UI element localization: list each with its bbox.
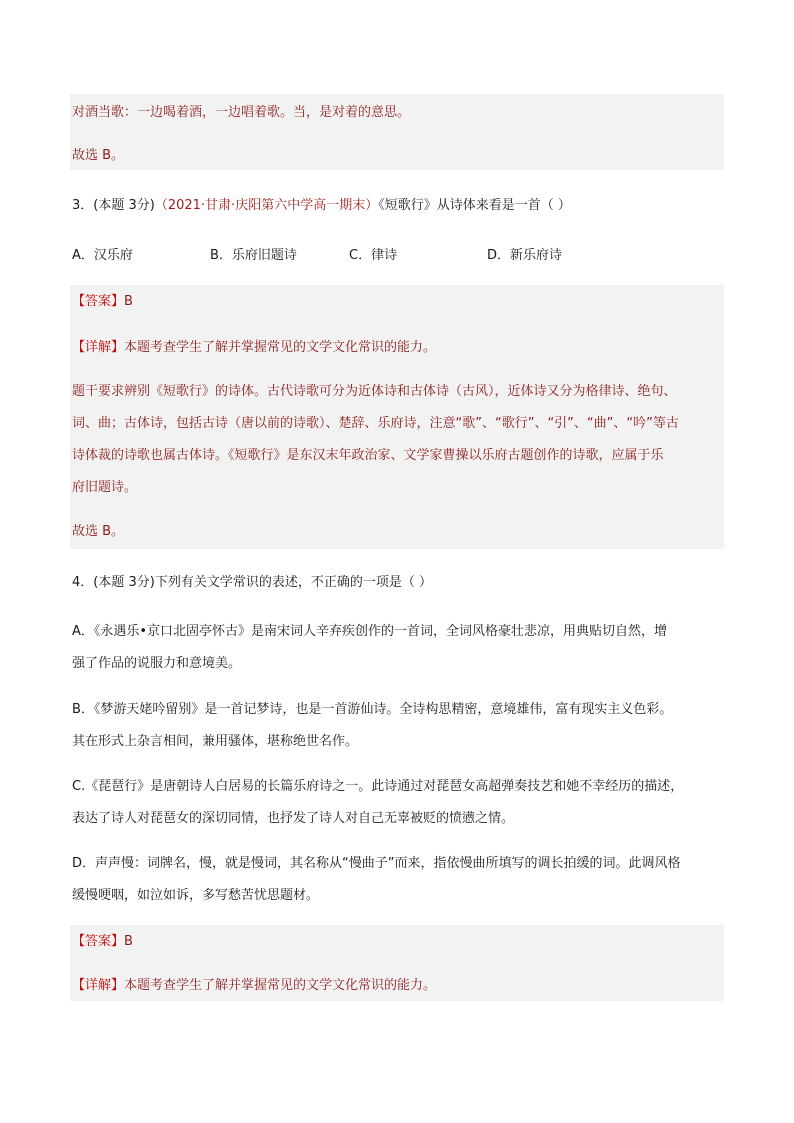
q3-option-a: A．汉乐府 [72, 248, 133, 263]
q3-detail-intro: 本题考查学生了解并掌握常见的文学文化常识的能力。 [124, 340, 437, 355]
question-3-stem [72, 196, 571, 216]
q4-answer-line [72, 932, 133, 952]
prev-conclusion: 故选 B。 [72, 148, 125, 163]
q4-option-c-line: C.《琵琶行》是唐朝诗人白居易的长篇乐府诗之一。此诗通过对琵琶女高超弹奏技艺和她不幸经历的描述， [72, 779, 684, 794]
q4-detail-line [72, 976, 436, 996]
q3-analysis-line: 府旧题诗。 [72, 480, 138, 495]
q4-answer-value: B [124, 934, 133, 949]
question-4-stem: 4．(本题 3分)下列有关文学常识的表述，不正确的一项是（ ） [72, 575, 432, 590]
q4-option-b-line: 其在形式上杂言相间，兼用骚体，堪称绝世名作。 [72, 734, 359, 749]
q4-option-a-line: 强了作品的说服力和意境美。 [72, 656, 242, 671]
question-3-score: (本题 3分) [93, 198, 155, 213]
answer-tag: 【答案】 [72, 934, 125, 949]
q3-option-d: D．新乐府诗 [487, 248, 563, 263]
answer-tag: 【答案】 [72, 294, 125, 309]
q3-analysis-line: 诗体裁的诗歌也属古体诗。《短歌行》是东汉末年政治家、文学家曹操以乐府古题创作的诗歌，应属于乐 [72, 448, 664, 463]
question-3-number: 3． [72, 198, 94, 213]
question-3-source: （2021·甘肃·庆阳第六中学高一期末） [154, 198, 379, 213]
q4-option-b-line: B．《梦游天姥吟留别》是一首记梦诗，也是一首游仙诗。全诗构思精密，意境雄伟，富有现实主义色彩。 [72, 702, 673, 717]
question-3-text: 《短歌行》从诗体来看是一首（ ） [378, 198, 571, 213]
q4-option-d-line: D．声声慢：词牌名，慢，就是慢词，其名称从“慢曲子”而来，指依慢曲所填写的调长拍缓的词。此调风格 [72, 856, 681, 871]
q4-option-d-line: 缓慢哽咽，如泣如诉，多写愁苦忧思题材。 [72, 888, 320, 903]
q4-option-c-line: 表达了诗人对琵琶女的深切同情，也抒发了诗人对自己无辜被贬的愤懑之情。 [72, 811, 515, 826]
q3-analysis-line: 题干要求辨别《短歌行》的诗体。古代诗歌可分为近体诗和古体诗（古风），近体诗又分为格律诗、绝句、 [72, 384, 677, 399]
q3-answer-line [72, 292, 133, 312]
q3-analysis-line: 词、曲；古体诗，包括古诗（唐以前的诗歌）、楚辞、乐府诗，注意“歌”、“歌行”、“引”、“曲”、“吟”等古 [72, 416, 679, 431]
q3-option-c: C．律诗 [349, 248, 398, 263]
q4-detail-intro: 本题考查学生了解并掌握常见的文学文化常识的能力。 [124, 978, 437, 993]
prev-detail-line: 对酒当歌：一边喝着酒，一边唱着歌。当，是对着的意思。 [72, 105, 411, 120]
q3-conclusion: 故选 B。 [72, 524, 125, 539]
q3-option-b: B．乐府旧题诗 [210, 248, 297, 263]
detail-tag: 【详解】 [72, 340, 125, 355]
q3-answer-value: B [124, 294, 133, 309]
q3-detail-line [72, 338, 436, 358]
detail-tag: 【详解】 [72, 978, 125, 993]
q4-option-a-line: A．《永遇乐•京口北固亭怀古》是南宋词人辛弃疾创作的一首词，全词风格豪壮悲凉，用典贴切自然，增 [72, 624, 668, 639]
